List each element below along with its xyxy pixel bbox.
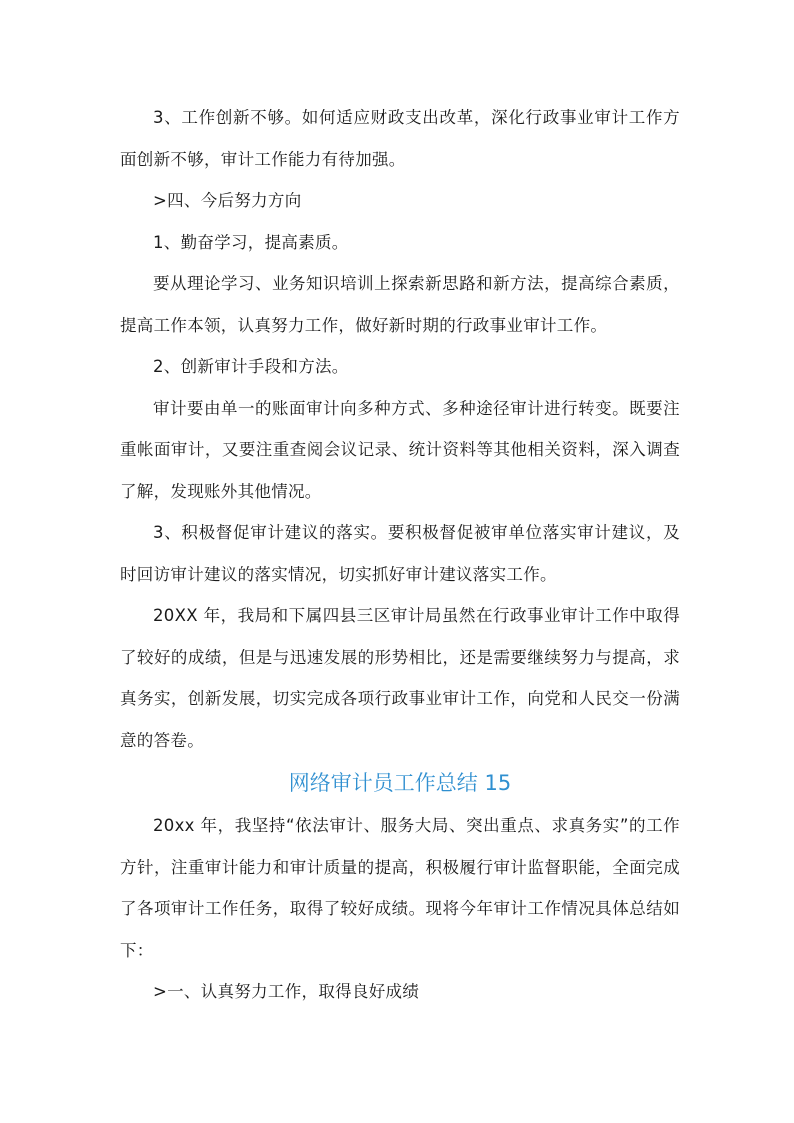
paragraph-work-innovation: 3、工作创新不够。如何适应财政支出改革，深化行政事业审计工作方面创新不够，审计工作能力有待加强。 <box>120 108 680 169</box>
item-implement-suggestions: 3、积极督促审计建议的落实。要积极督促被审单位落实审计建议，及时回访审计建议的落实情况，切实抓好审计建议落实工作。 <box>120 523 680 584</box>
section-heading-work-results: >一、认真努力工作，取得良好成绩 <box>153 982 420 1001</box>
paragraph-study-detail: 要从理论学习、业务知识培训上探索新思路和新方法，提高综合素质，提高工作本领，认真努力工作，做好新时期的行政事业审计工作。 <box>120 274 680 335</box>
paragraph-year-summary: 20XX 年，我局和下属四县三区审计局虽然在行政事业审计工作中取得了较好的成绩，但是与迅速发展的形势相比，还是需要继续努力与提高，求真务实，创新发展，切实完成各项行政事业审计工作，向党和人民交一份满意的答卷。 <box>120 606 680 750</box>
section-heading-future-direction: >四、今后努力方向 <box>153 191 302 210</box>
item-diligent-study: 1、勤奋学习，提高素质。 <box>153 232 349 252</box>
paragraph-methods-detail: 审计要由单一的账面审计向多种方式、多种途径审计进行转变。既要注重帐面审计，又要注重查阅会议记录、统计资料等其他相关资料，深入调查了解，发现账外其他情况。 <box>120 398 680 501</box>
document-body <box>120 97 680 1013</box>
item-innovate-methods: 2、创新审计手段和方法。 <box>153 357 349 376</box>
paragraph-intro: 20xx 年，我坚持“依法审计、服务大局、突出重点、求真务实”的工作方针，注重审计能力和审计质量的提高，积极履行审计监督职能，全面完成了各项审计工作任务，取得了较好成绩。现将今年审计工作情况具体总结如下： <box>120 816 680 960</box>
document-section-title: 网络审计员工作总结 15 <box>288 771 512 795</box>
